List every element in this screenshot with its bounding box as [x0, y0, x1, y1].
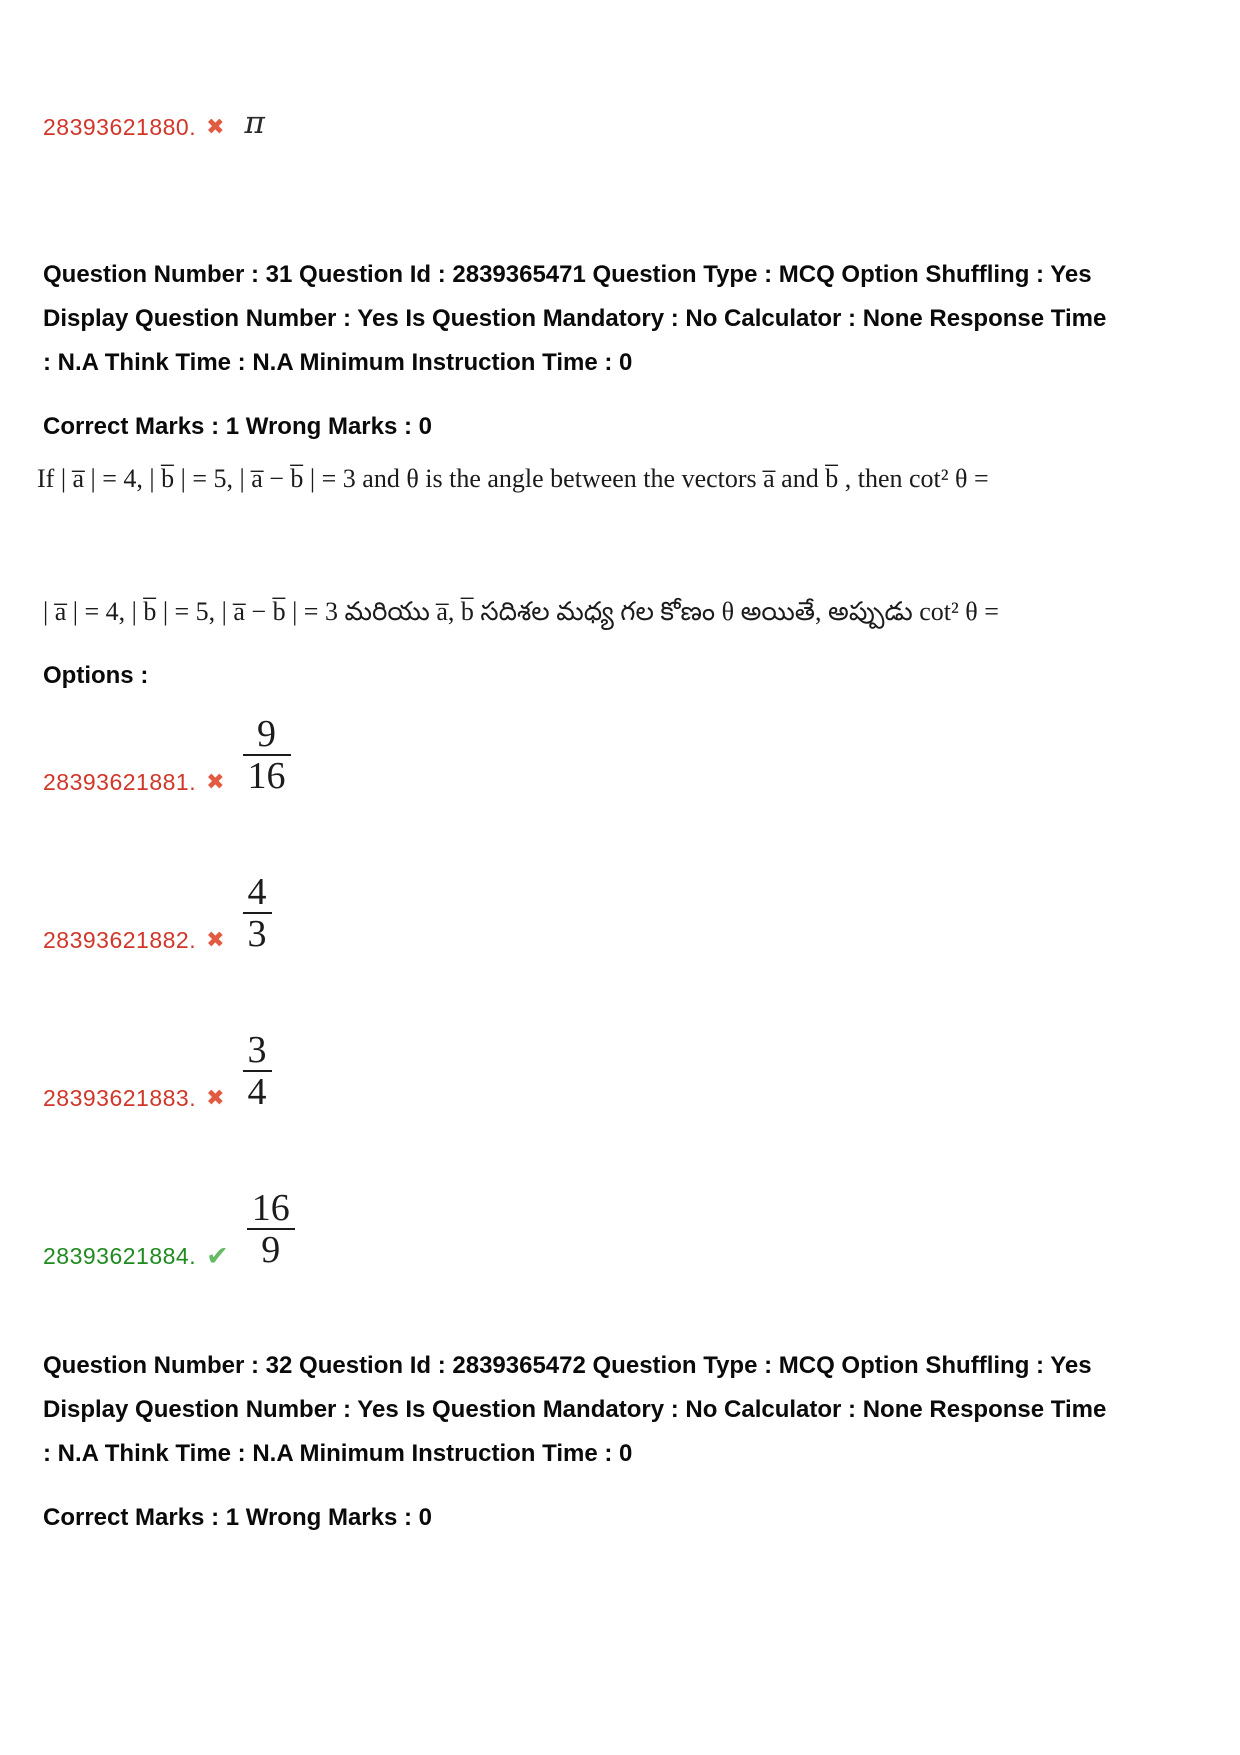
wrong-icon: ✖ [206, 1085, 225, 1110]
wrong-icon: ✖ [206, 927, 225, 952]
question-31-text-telugu: | a̅ | = 4, | b̅ | = 5, | a̅ − b̅ | = 3 మరియు a̅, b̅ సదిశల మధ్య గల కోణం θ అయితే, అప్పుడు cot² θ = [43, 596, 999, 626]
meta-line: Question Number : 31 Question Id : 2839365471 Question Type : MCQ Option Shuffling : Yes [43, 261, 1092, 288]
option-id: 28393621884. [43, 1243, 197, 1269]
question-32-marks-line: Correct Marks : 1 Wrong Marks : 0 [43, 1504, 433, 1531]
option-id: 28393621882. [43, 927, 197, 953]
option-row-1 [43, 714, 1204, 796]
fraction-numerator: 16 [251, 1187, 290, 1229]
options-label: Options : [43, 662, 149, 689]
fraction-denominator: 16 [243, 754, 291, 796]
meta-line: Display Question Number : Yes Is Question Mandatory : No Calculator : None Response Time [43, 305, 1107, 332]
fraction-denominator: 9 [247, 1228, 295, 1270]
question-31-text-english: If | a̅ | = 4, | b̅ | = 5, | a̅ − b̅ | = 3 and θ is the angle between the vectors a̅ and b̅ , then cot² θ = [37, 464, 989, 493]
fraction-numerator: 9 [257, 713, 277, 755]
meta-line: Display Question Number : Yes Is Question Mandatory : No Calculator : None Response Time [43, 1396, 1107, 1423]
question-31-marks-line: Correct Marks : 1 Wrong Marks : 0 [43, 413, 433, 440]
wrong-icon: ✖ [206, 114, 225, 139]
correct-icon: ✔ [206, 1241, 229, 1271]
option-fraction [243, 714, 291, 796]
option-id: 28393621883. [43, 1085, 197, 1111]
option-row-4-correct [43, 1188, 1204, 1270]
question-31-meta-header [43, 253, 1204, 385]
fraction-numerator: 4 [247, 871, 267, 913]
question-32-meta-header [43, 1344, 1204, 1476]
option-fraction [247, 1188, 295, 1270]
wrong-icon: ✖ [206, 769, 225, 794]
option-row-previous-question [43, 0, 1204, 141]
option-row-3 [43, 1030, 1204, 1112]
meta-line: : N.A Think Time : N.A Minimum Instruction Time : 0 [43, 349, 633, 376]
fraction-numerator: 3 [247, 1029, 267, 1071]
fraction-denominator: 3 [243, 912, 272, 954]
fraction-denominator: 4 [243, 1070, 272, 1112]
option-row-2 [43, 872, 1204, 954]
meta-line: : N.A Think Time : N.A Minimum Instruction Time : 0 [43, 1440, 633, 1467]
option-value-pi: π [244, 105, 265, 141]
option-id: 28393621880. [43, 114, 197, 140]
option-fraction [243, 1030, 272, 1112]
option-fraction [243, 872, 272, 954]
option-id: 28393621881. [43, 769, 197, 795]
meta-line: Question Number : 32 Question Id : 2839365472 Question Type : MCQ Option Shuffling : Yes [43, 1352, 1092, 1379]
